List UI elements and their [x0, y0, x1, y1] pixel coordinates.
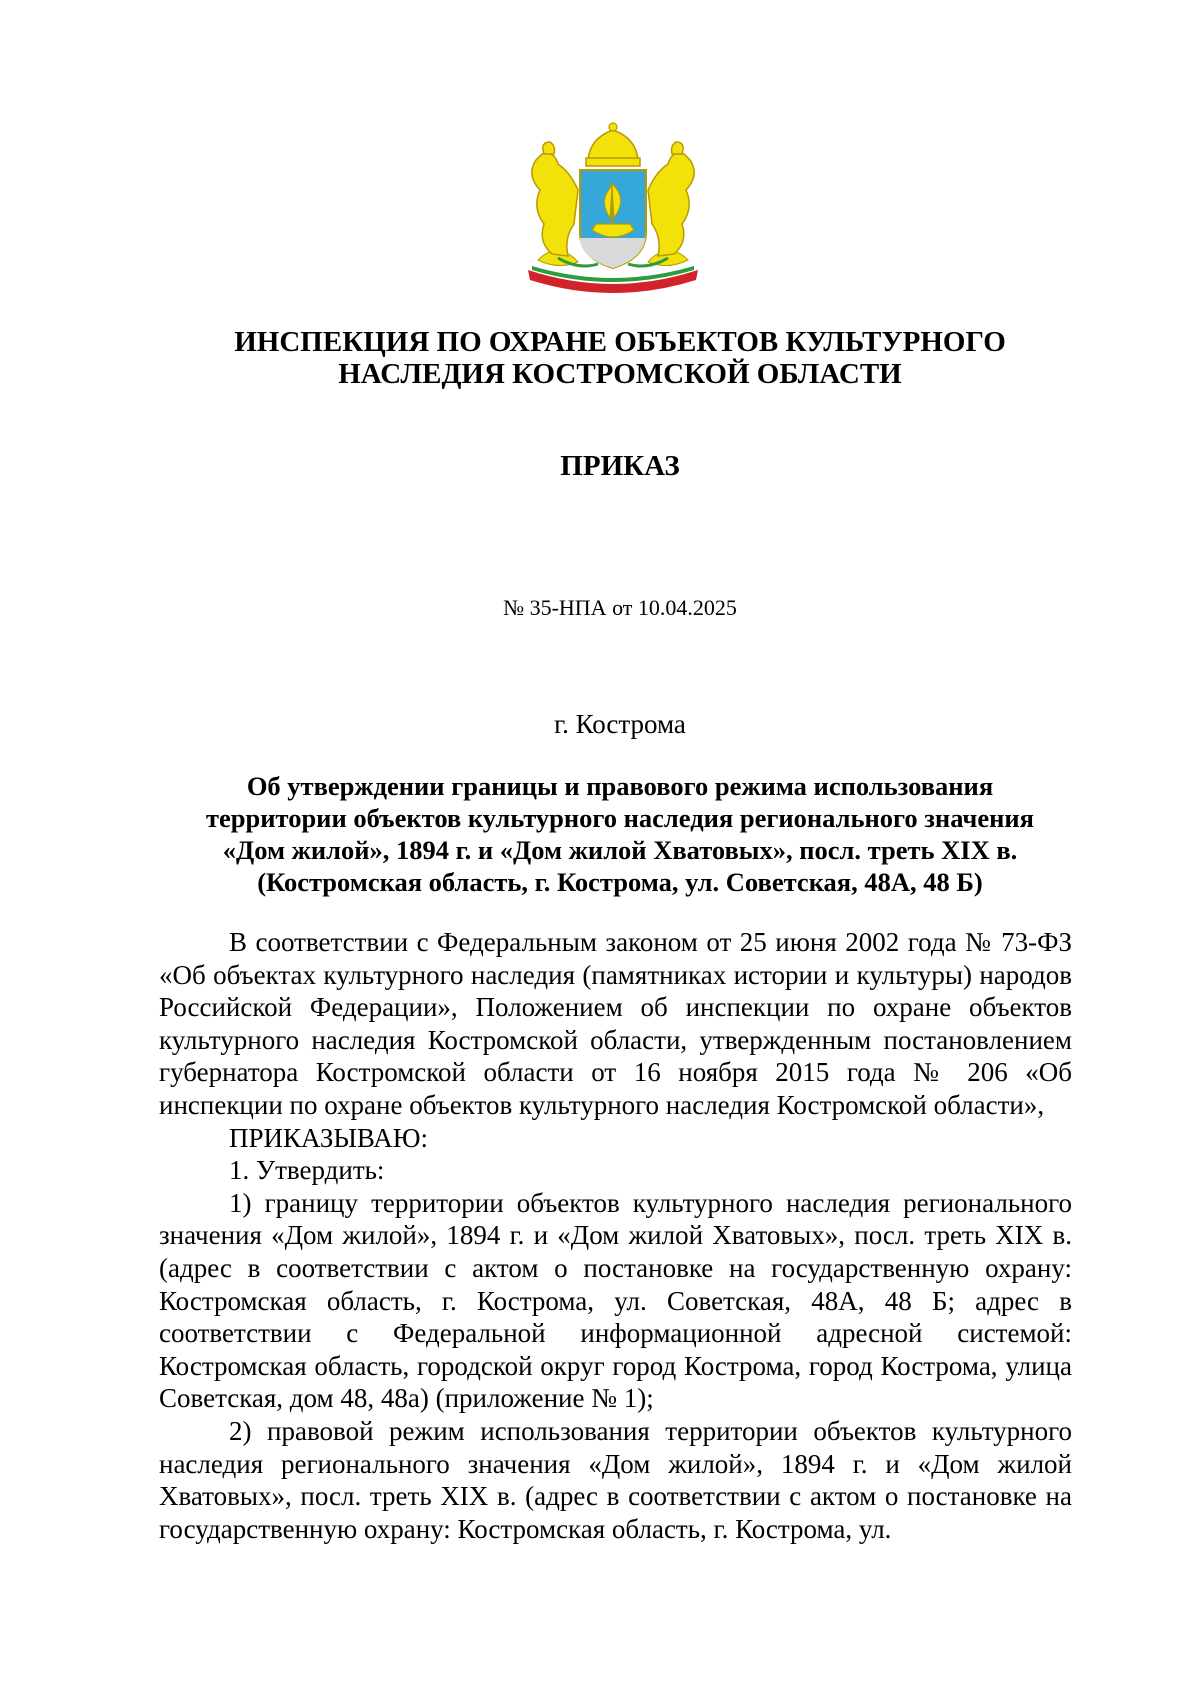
document-title-line3: «Дом жилой», 1894 г. и «Дом жилой Хватовых», посл. треть XIX в.	[222, 835, 1018, 865]
kostroma-coat-of-arms-icon	[518, 120, 708, 296]
document-number-date: № 35-НПА от 10.04.2025	[503, 595, 737, 620]
document-city: г. Кострома	[554, 709, 686, 739]
document-title-line1: Об утверждении границы и правового режима использования	[246, 771, 994, 801]
agency-name-line1: ИНСПЕКЦИЯ ПО ОХРАНЕ ОБЪЕКТОВ КУЛЬТУРНОГО	[234, 326, 1006, 358]
clause-1: 1. Утвердить:	[229, 1155, 385, 1186]
document-title	[150, 770, 1090, 898]
agency-name-line2: НАСЛЕДИЯ КОСТРОМСКОЙ ОБЛАСТИ	[338, 358, 902, 390]
agency-name	[150, 326, 1090, 390]
document-body	[159, 926, 1072, 1545]
document-type: ПРИКАЗ	[560, 450, 680, 482]
clause-1-2: 2) правовой режим использования территории объектов культурного наследия регионального значения «Дом жилой», 1894 г. и «Дом жилой Хватовых», посл. треть XIX в. (адрес в соответствии с актом о постановке на государственную охрану: Костромская область, г. Кострома, ул.	[159, 1415, 1072, 1544]
document-title-line2: территории объектов культурного наследия регионального значения	[206, 803, 1034, 833]
order-word: ПРИКАЗЫВАЮ:	[229, 1122, 428, 1153]
document-title-line4: (Костромская область, г. Кострома, ул. Советская, 48А, 48 Б)	[257, 867, 983, 897]
clause-1-1: 1) границу территории объектов культурного наследия регионального значения «Дом жилой», 1894 г. и «Дом жилой Хватовых», посл. треть XIX в. (адрес в соответствии с актом о постановке на государственную охрану: Костромская область, г. Кострома, ул. Советская, 48А, 48 Б; адрес в соответствии с Федеральной информационной адресной системой: Костромская область, городской округ город Кострома, город Кострома, улица Советская, дом 48, 48а) (приложение № 1);	[159, 1187, 1072, 1414]
preamble-paragraph: В соответствии с Федеральным законом от 25 июня 2002 года № 73-ФЗ «Об объектах культурного наследия (памятниках истории и культуры) народов Российской Федерации», Положением об инспекции по охране объектов культурного наследия Костромской области, утвержденным постановлением губернатора Костромской области от 16 ноября 2015 года № 206 «Об инспекции по охране объектов культурного наследия Костромской области»,	[159, 927, 1072, 1120]
